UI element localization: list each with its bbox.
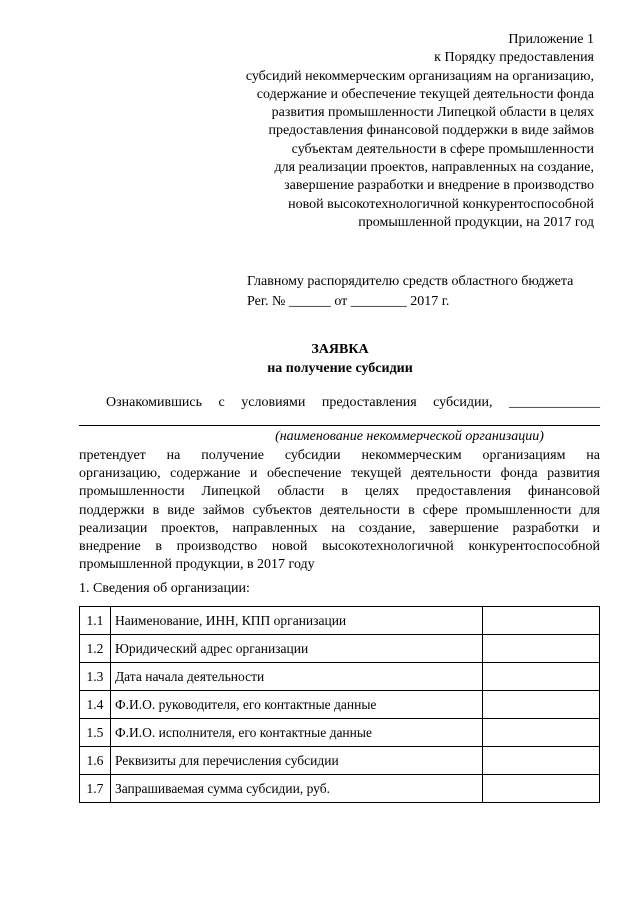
appendix-line: для реализации проектов, направленных на создание, [274,160,594,176]
addressee-block [247,272,573,312]
row-value-cell[interactable] [483,747,600,775]
organization-name-blank [79,425,600,426]
appendix-block [174,31,594,232]
appendix-line: промышленной продукции, на 2017 год [358,214,594,230]
body-line: претендует на получение субсидии некоммерческим организациям на [79,448,600,463]
registration-number-line: Рег. № ______ от ________ 2017 г. [247,294,450,309]
row-number: 1.3 [80,663,111,691]
row-number: 1.4 [80,691,111,719]
organization-info-table [79,606,600,803]
body-line: поддержки в виде займов субъектов деятельности в сфере промышленности для [79,502,600,518]
intro-word: Ознакомившись [106,395,203,410]
row-value-cell[interactable] [483,635,600,663]
appendix-line: содержание и обеспечение текущей деятельности фонда [256,86,594,102]
table-row [80,719,600,747]
row-label: Дата начала деятельности [110,663,482,691]
table-row [80,747,600,775]
body-line: организацию, содержание и обеспечение текущей деятельности фонда развития [79,466,600,482]
row-number: 1.1 [80,607,111,635]
row-number: 1.6 [80,747,111,775]
row-label: Реквизиты для перечисления субсидии [110,747,482,775]
row-label: Запрашиваемая сумма субсидии, руб. [110,775,482,803]
table-row [80,691,600,719]
body-line: промышленности Липецкой области в целях предоставления финансовой [79,484,600,500]
appendix-line: предоставления финансовой поддержки в виде займов [268,123,594,139]
appendix-line: завершение разработки и внедрение в производство [284,178,594,194]
appendix-line: новой высокотехнологичной конкурентоспособной [288,196,594,212]
application-body-text [79,447,600,574]
intro-word: условиями [241,395,306,410]
row-number: 1.5 [80,719,111,747]
table-row [80,775,600,803]
row-label: Наименование, ИНН, КПП организации [110,607,482,635]
table-row [80,607,600,635]
row-value-cell[interactable] [483,607,600,635]
row-label: Юридический адрес организации [110,635,482,663]
body-line: внедрение в производство новой высокотехнологичной конкурентоспособной [79,539,600,555]
row-label: Ф.И.О. руководителя, его контактные данные [110,691,482,719]
table-row [80,635,600,663]
appendix-line: развития промышленности Липецкой области в целях [271,105,594,121]
section-title: 1. Сведения об организации: [79,581,250,596]
row-number: 1.2 [80,635,111,663]
intro-word: предоставления [321,395,417,410]
appendix-line: субсидий некоммерческим организациям на организацию, [245,68,594,84]
row-value-cell[interactable] [483,691,600,719]
body-line: промышленной продукции, в 2017 году [79,557,315,573]
row-label: Ф.И.О. исполнителя, его контактные данные [110,719,482,747]
intro-blank: _____________ [508,395,600,410]
row-number: 1.7 [80,775,111,803]
document-title: ЗАЯВКА [311,342,369,357]
addressee-recipient: Главному распорядителю средств областного бюджета [247,274,574,289]
table-row [80,663,600,691]
organization-name-caption: (наименование некоммерческой организации) [275,429,544,444]
row-value-cell[interactable] [483,663,600,691]
intro-word: субсидии, [433,395,493,410]
appendix-line: Приложение 1 [508,32,594,47]
intro-word: с [218,395,225,410]
row-value-cell[interactable] [483,775,600,803]
body-line: реализации проектов, направленных на создание, завершение разработки и [79,520,600,536]
document-subtitle: на получение субсидии [267,361,413,376]
appendix-line: субъектам деятельности в сфере промышленности [291,141,594,157]
appendix-line: к Порядку предоставления [434,50,594,66]
intro-line [106,394,600,412]
row-value-cell[interactable] [483,719,600,747]
